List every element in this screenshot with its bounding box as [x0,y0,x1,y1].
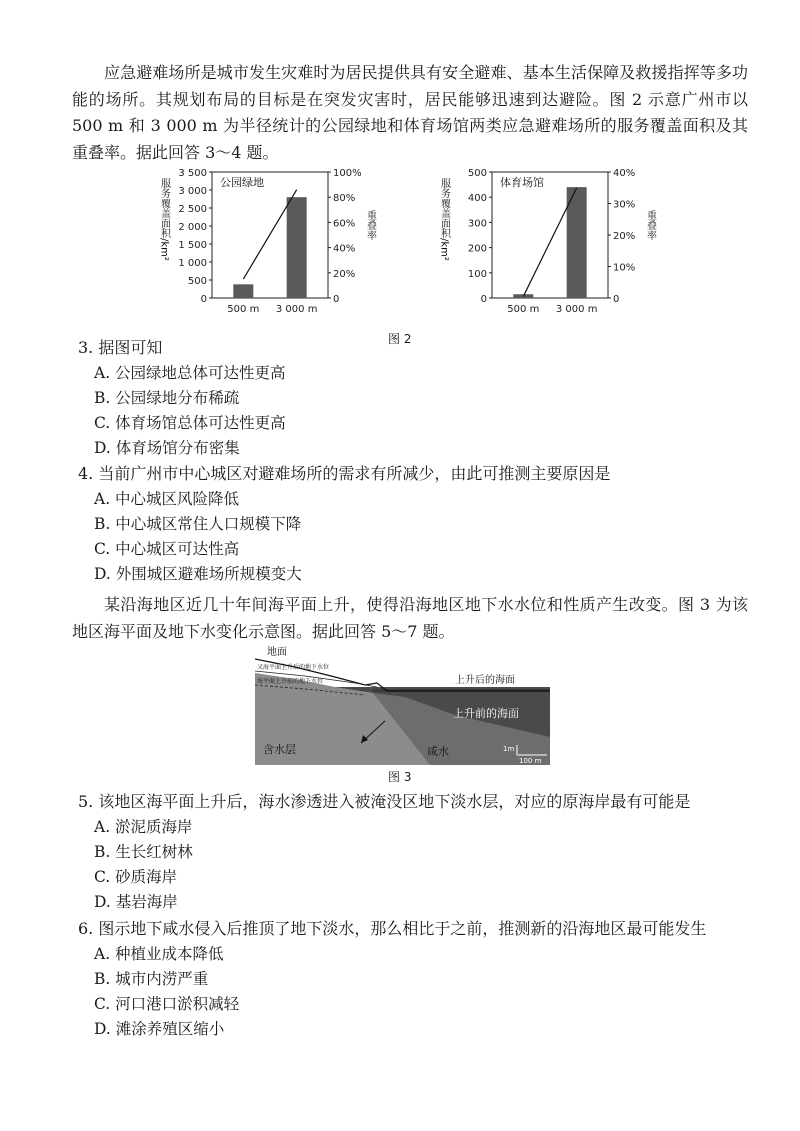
intro-paragraph-2: 某沿海地区近几十年间海平面上升，使得沿海地区地下水水位和性质产生改变。图 3 为该地区海平面及地下水变化示意图。据此回答 5～7 题。 [72,595,748,641]
park-y2tick-label: 100% [333,168,362,179]
stadium-y2label: 重叠率 [644,210,656,240]
question-6-option-c: C. 河口港口淤积减轻 [94,995,240,1013]
question-4-stem: 4. 当前广州市中心城区对避难场所的需求有所减少，由此可推测主要原因是 [78,464,611,483]
chart-park-green [150,162,380,322]
park-y2tick-label: 80% [333,193,356,205]
stadium-xtick-label: 500 m [507,304,540,315]
park-bar-1 [233,284,253,298]
question-6-option-d: D. 滩涂养殖区缩小 [94,1020,225,1038]
stadium-ytick-label: 300 [467,218,487,230]
stadium-ytick-label: 500 [467,168,487,179]
stadium-title: 体育场馆 [500,176,544,189]
stadium-ytick-label: 100 [467,268,487,280]
question-3-option-a: A. 公园绿地总体可达性更高 [94,364,286,382]
stadium-y2tick-label: 10% [613,262,636,274]
question-3-stem: 3. 据图可知 [78,338,163,357]
label-sea-before: 上升前的海面 [453,707,519,720]
label-scale-vertical: 1m [503,745,515,753]
stadium-plot-frame [492,172,608,298]
question-4-option-c: C. 中心城区可达性高 [94,540,240,558]
park-y2tick-label: 60% [333,218,356,230]
stadium-ylabel: 服务覆盖面积/km² [438,178,450,261]
park-bar-2 [287,197,307,298]
park-ytick-label: 2 500 [178,204,207,215]
question-6-option-a: A. 种植业成本降低 [94,945,224,963]
figure-2-caption: 图 2 [388,332,412,346]
park-title: 公园绿地 [220,176,264,189]
park-y2label: 重叠率 [364,210,376,240]
park-ytick-label: 500 [187,276,207,287]
park-ytick-label: 0 [200,294,207,305]
question-5-stem: 5. 该地区海平面上升后，海水渗透进入被淹没区地下淡水层，对应的原海岸最有可能是 [78,792,691,811]
label-scale-horizontal: 100 m [519,757,542,765]
park-ytick-label: 3 500 [178,168,207,179]
label-saltwater: 咸水 [427,745,449,758]
stadium-y2tick-label: 20% [613,231,636,242]
question-3-option-c: C. 体育场馆总体可达性更高 [94,414,286,432]
question-5-option-c: C. 砂质海岸 [94,868,178,886]
park-y2tick-label: 0 [333,294,340,305]
stadium-ytick-label: 0 [480,294,487,305]
label-sea-after: 上升后的海面 [455,675,515,686]
park-ytick-label: 2 000 [178,222,207,233]
park-ylabel: 服务覆盖面积/km² [158,178,170,261]
question-5-option-a: A. 淤泥质海岸 [94,818,193,836]
question-6-stem: 6. 图示地下咸水侵入后推顶了地下淡水，那么相比于之前，推测新的沿海地区最可能发生 [78,919,707,938]
stadium-bar-2 [567,187,587,298]
park-ytick-label: 1 000 [178,258,207,269]
stadium-ytick-label: 400 [467,193,487,205]
stadium-y2tick-label: 30% [613,199,636,211]
park-xtick-label: 500 m [227,304,260,315]
stadium-y2tick-label: 40% [613,168,636,179]
label-aquifer: 含水层 [263,743,296,756]
park-ytick-label: 3 000 [178,186,207,197]
label-water-after: 又海平面上升后的地下水位 [257,664,330,671]
park-ytick-label: 1 500 [178,240,207,251]
question-3-option-d: D. 体育场馆分布密集 [94,439,240,457]
question-6-option-b: B. 城市内涝严重 [94,970,209,988]
park-y2tick-label: 40% [333,243,356,255]
question-4-option-b: B. 中心城区常住人口规模下降 [94,515,302,533]
question-4-option-a: A. 中心城区风险降低 [94,490,240,508]
label-water-before: 海平面上升前的地下水位 [257,678,324,685]
label-ground: 地面 [267,647,287,658]
question-3-option-b: B. 公园绿地分布稀疏 [94,389,240,407]
stadium-y2tick-label: 0 [613,294,620,305]
figure-3-caption: 图 3 [388,770,412,784]
intro-paragraph-1: 应急避难场所是城市发生灾难时为居民提供具有安全避难、基本生活保障及救援指挥等多功能的场所。其规划布局的目标是在突发灾害时，居民能够迅速到达避险。图 2 示意广州市以 500 m 和 3 000 m 为半径统计的公园绿地和体育场馆两类应急避难场所的服务覆盖面积及其重叠率。据此回答 3～4 题。 [72,63,748,162]
stadium-xtick-label: 3 000 m [555,304,598,315]
question-5-option-b: B. 生长红树林 [94,843,193,861]
park-y2tick-label: 20% [333,268,356,280]
stadium-ytick-label: 200 [467,243,487,255]
figure-3-diagram [255,645,550,765]
question-4-option-d: D. 外围城区避难场所规模变大 [94,565,302,583]
park-xtick-label: 3 000 m [275,304,318,315]
chart-stadium [430,162,660,322]
question-5-option-d: D. 基岩海岸 [94,893,178,911]
